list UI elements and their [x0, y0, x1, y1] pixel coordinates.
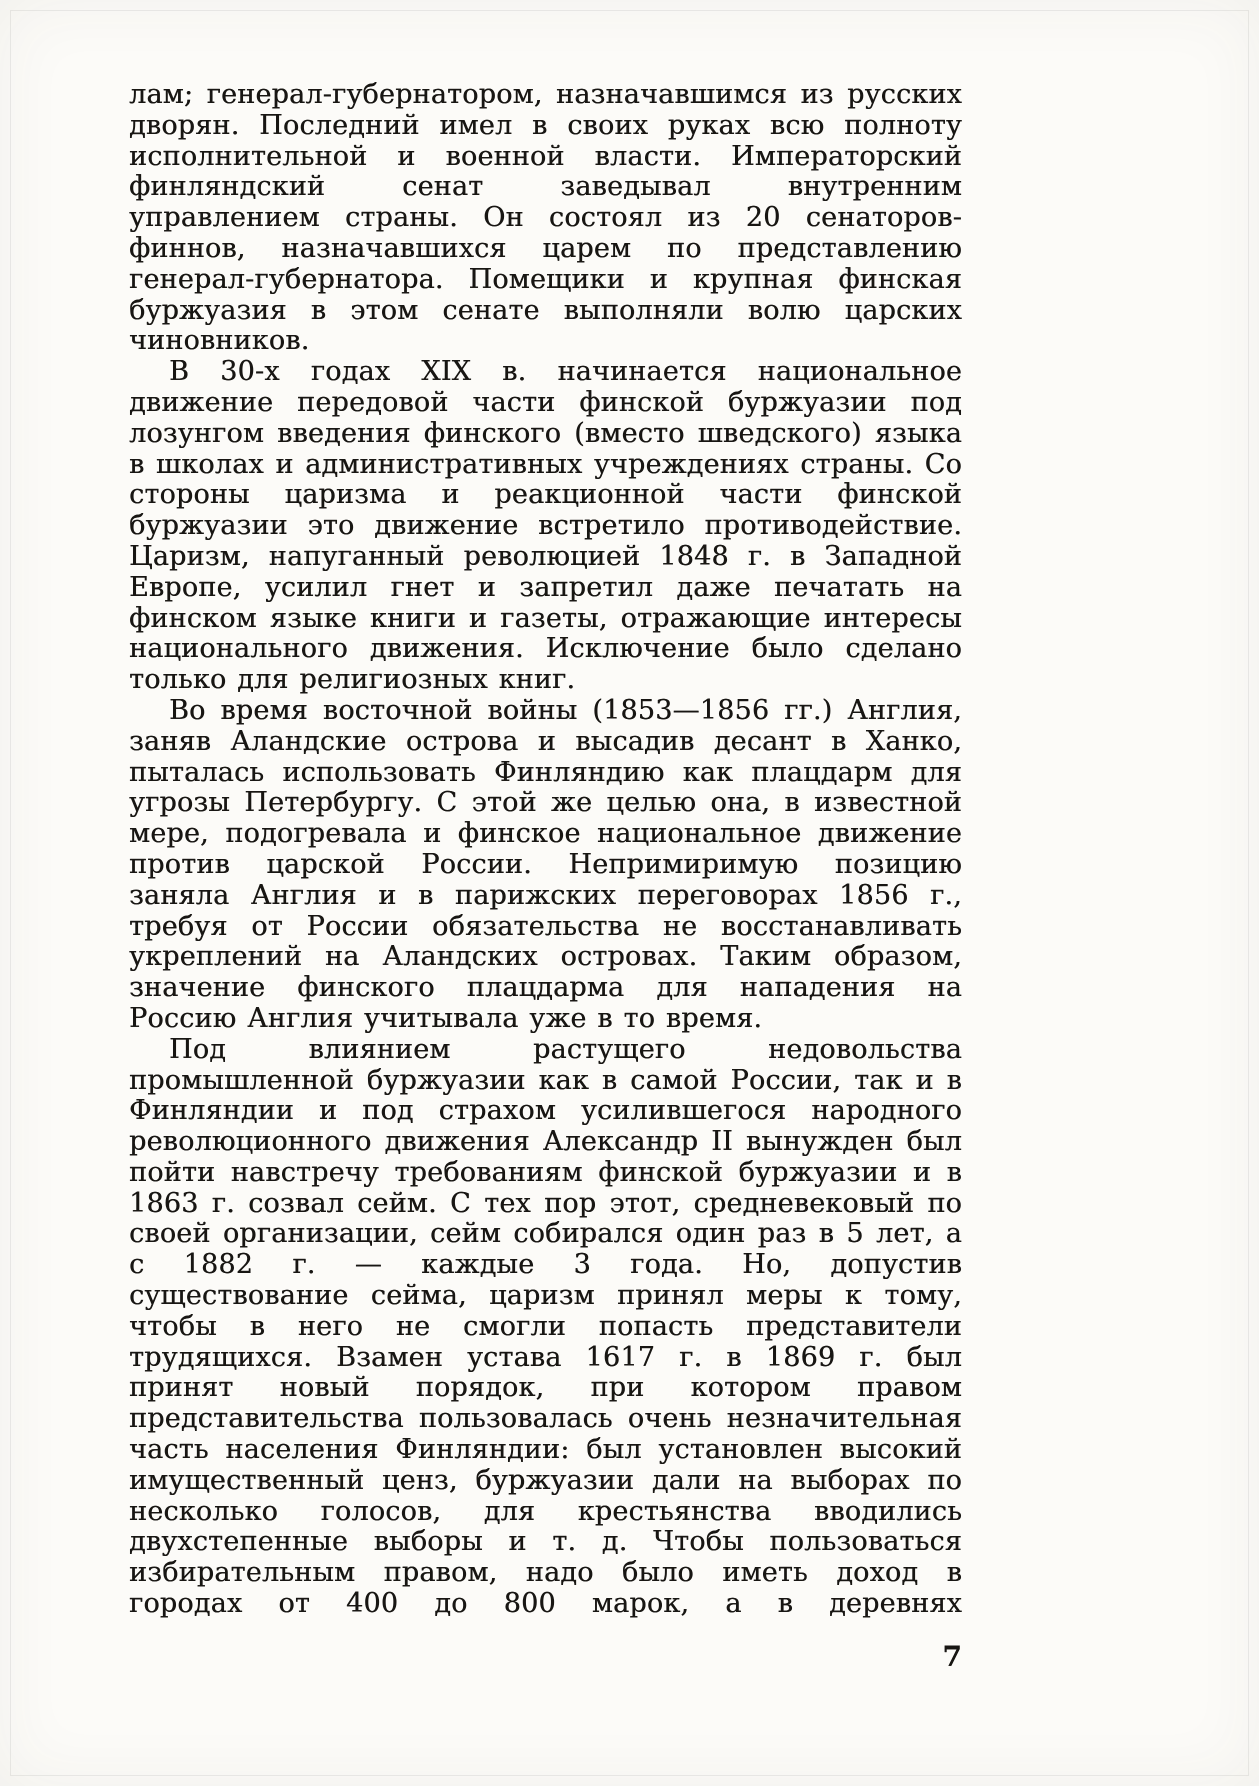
paragraph: В 30-х годах XIX в. начинается национальное движение передовой части финской буржуазии под лозунгом введения финского (вместо шведского) языка в школах и административных учреждениях страны. Со стороны царизма и реакционной части финской буржуазии это движение встретило противодействие. Царизм, напуганный революцией 1848 г. в Западной Европе, усилил гнет и запретил даже печатать на финском языке книги и газеты, отражающие интересы национального движения. Исключение было сделано только для религиозных книг.	[129, 356, 962, 696]
paragraph: Под влиянием растущего недовольства промышленной буржуазии как в самой России, так и в Финляндии и под страхом усилившегося народного революционного движения Александр II вынужден был пойти навстречу требованиям финской буржуазии и в 1863 г. созвал сейм. С тех пор этот, средневековый по своей организации, сейм собирался один раз в 5 лет, а с 1882 г. — каждые 3 года. Но, допустив существование сейма, царизм принял меры к тому, чтобы в него не смогли попасть представители трудящихся. Взамен устава 1617 г. в 1869 г. был принят новый порядок, при котором правом представительства пользовалась очень незначительная часть населения Финляндии: был установлен высокий имущественный ценз, буржуазии дали на выборах по несколько голосов, для крестьянства вводились двухстепенные выборы и т. д. Чтобы пользоваться избирательным правом, надо было иметь доход в городах от 400 до 800 марок, а в деревнях	[129, 1033, 962, 1620]
paragraph: Во время восточной войны (1853—1856 гг.) Англия, заняв Аландские острова и высадив десант в Ханко, пыталась использовать Финляндию как плацдарм для угрозы Петербургу. С этой же целью она, в известной мере, подогревала и финское национальное движение против царской России. Непримиримую позицию заняла Англия и в парижских переговорах 1856 г., требуя от России обязательства не восстанавливать укреплений на Аландских островах. Таким образом, значение финского плацдарма для нападения на Россию Англия учитывала уже в то время.	[129, 694, 962, 1034]
paragraph-continuation: лам; генерал-губернатором, назначавшимся из русских дворян. Последний имел в своих руках всю полноту исполнительной и военной власти. Императорский финляндский сенат заведывал внутренним управлением страны. Он состоял из 20 сенаторов-финнов, назначавшихся царем по представлению генерал-губернатора. Помещики и крупная финская буржуазия в этом сенате выполняли волю царских чиновников.	[129, 79, 962, 357]
page-text-block	[129, 80, 962, 1673]
page-number: 7	[942, 1639, 962, 1673]
